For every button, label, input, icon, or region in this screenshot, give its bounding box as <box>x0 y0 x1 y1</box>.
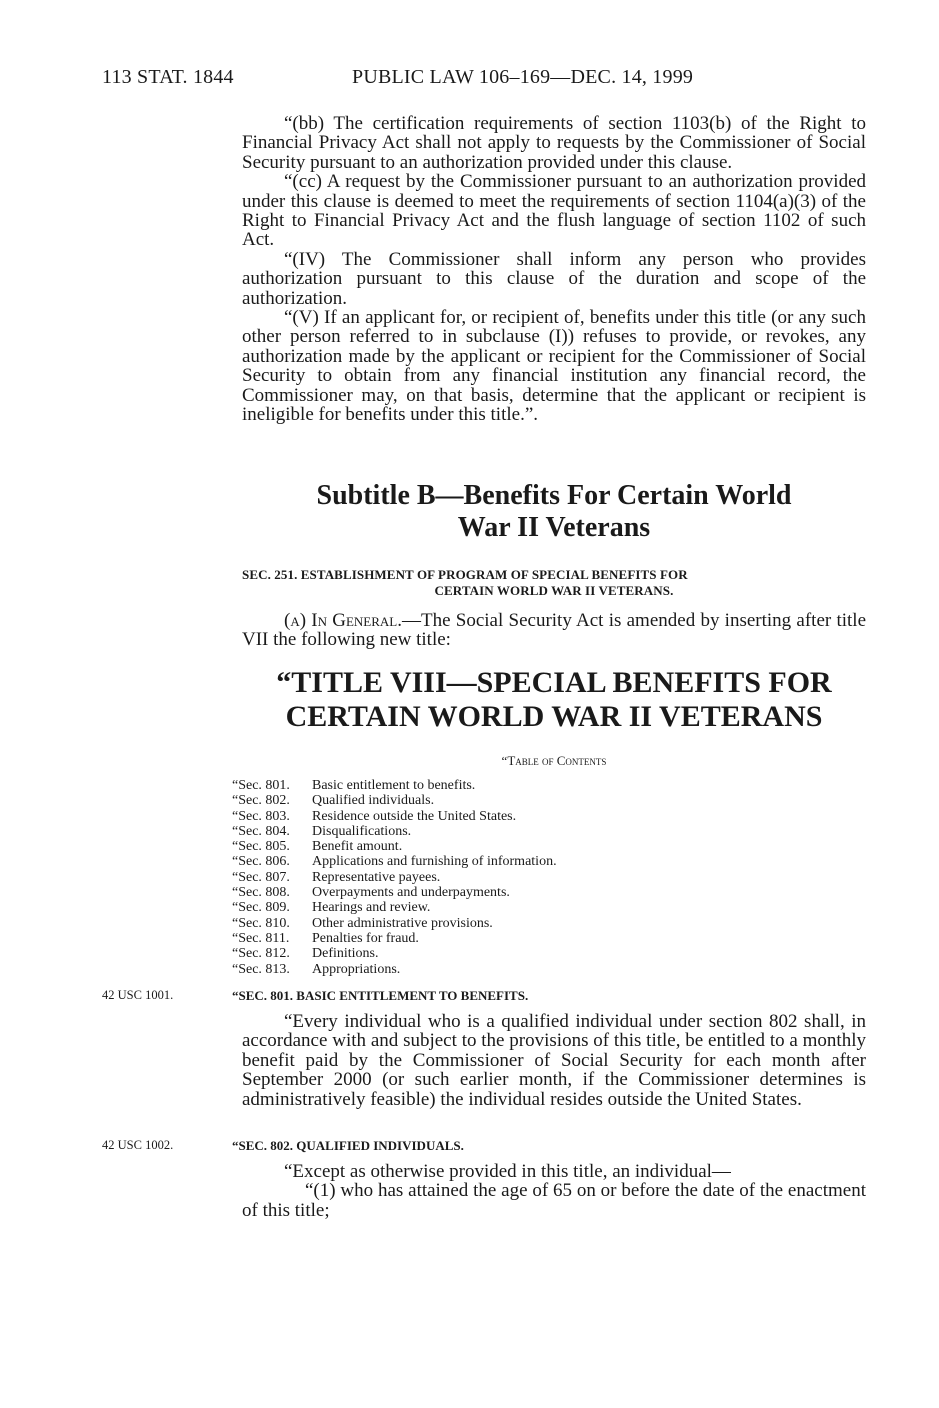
public-law-title: PUBLIC LAW 106–169—DEC. 14, 1999 <box>352 66 694 88</box>
toc-item: “Sec. 810. Other administrative provisions. <box>232 915 493 931</box>
section-251-heading-line-2: CERTAIN WORLD WAR II VETERANS. <box>434 583 674 598</box>
toc-item: “Sec. 806. Applications and furnishing of information. <box>232 854 557 870</box>
title-viii-line-2: CERTAIN WORLD WAR II VETERANS <box>285 700 823 733</box>
section-802-intro: “Except as otherwise provided in this title, an individual— <box>284 1161 731 1182</box>
section-802-body <box>242 1162 866 1220</box>
section-801-paragraph: “Every individual who is a qualified individual under section 802 shall, in accordance with and subject to the provisions of this title, be entitled to a monthly benefit paid by the Commissioner of Social Security for each month after September 2000 (or such earlier month, if the Commissioner determines is administratively feasible) the individual resides outside the United States. <box>242 1011 866 1110</box>
table-of-contents-heading: “Table of Contents <box>501 753 607 768</box>
toc-item: “Sec. 811. Penalties for fraud. <box>232 930 419 946</box>
margin-note-802: 42 USC 1002. <box>102 1138 174 1152</box>
section-251-heading <box>242 567 866 599</box>
subtitle-line-2: War II Veterans <box>457 512 651 543</box>
section-251-heading-line-1: SEC. 251. ESTABLISHMENT OF PROGRAM OF SPECIAL BENEFITS FOR <box>242 567 688 582</box>
title-viii-heading <box>242 666 866 734</box>
toc-item: “Sec. 803. Residence outside the United States. <box>232 808 517 824</box>
toc-item: “Sec. 805. Benefit amount. <box>232 839 403 855</box>
toc-item: “Sec. 807. Representative payees. <box>232 869 441 885</box>
toc-item: “Sec. 802. Qualified individuals. <box>232 793 435 809</box>
subtitle-heading <box>242 480 866 544</box>
section-801-body <box>242 1012 866 1109</box>
title-viii-line-1: “TITLE VIII—SPECIAL BENEFITS FOR <box>276 666 832 699</box>
statute-citation: 113 STAT. 1844 <box>102 66 234 88</box>
paragraph-cc: “(cc) A request by the Commissioner pursuant to an authorization provided under this clause is deemed to meet the requirements of section 1104(a)(3) of the Right to Financial Privacy Act and the flush language of section 1102 of such Act. <box>242 171 866 251</box>
section-802-heading: “SEC. 802. QUALIFIED INDIVIDUALS. <box>232 1138 464 1153</box>
toc-item: “Sec. 809. Hearings and review. <box>232 900 431 916</box>
toc-item: “Sec. 804. Disqualifications. <box>232 823 412 839</box>
toc-item: “Sec. 812. Definitions. <box>232 946 379 962</box>
paragraph-bb: “(bb) The certification requirements of section 1103(b) of the Right to Financial Privacy Act shall not apply to requests by the Commissioner of Social Security pursuant to an authorization provided under this clause. <box>242 113 866 173</box>
section-802-item-1: “(1) who has attained the age of 65 on or before the date of the enactment of this title; <box>242 1180 866 1221</box>
toc-item: “Sec. 813. Appropriations. <box>232 961 401 977</box>
section-801-heading: “SEC. 801. BASIC ENTITLEMENT TO BENEFITS. <box>232 988 529 1003</box>
toc-item: “Sec. 801. Basic entitlement to benefits. <box>232 778 476 793</box>
continued-provisions <box>242 114 866 425</box>
in-general-lead: (a) In General. <box>284 610 402 631</box>
subtitle-line-1: Subtitle B—Benefits For Certain World <box>316 480 792 511</box>
section-251-paragraph <box>242 611 866 650</box>
paragraph-v: “(V) If an applicant for, or recipient of, benefits under this title (or any such other person referred to in subclause (I)) refuses to provide, or revokes, any authorization made by the applicant or recipient for the Commissioner of Social Security to obtain from any financial institution any financial record, the Commissioner may, on that basis, determine that the applicant or recipient is ineligible for benefits under this title.”. <box>242 307 866 426</box>
in-general-text: —The Social Security Act is amended by inserting after title VII the following new title: <box>242 610 867 651</box>
margin-note-801: 42 USC 1001. <box>102 988 174 1002</box>
paragraph-iv: “(IV) The Commissioner shall inform any person who provides authorization pursuant to this clause of the duration and scope of the authorization. <box>242 248 866 309</box>
table-of-contents <box>232 778 752 977</box>
toc-item: “Sec. 808. Overpayments and underpayments. <box>232 885 510 901</box>
